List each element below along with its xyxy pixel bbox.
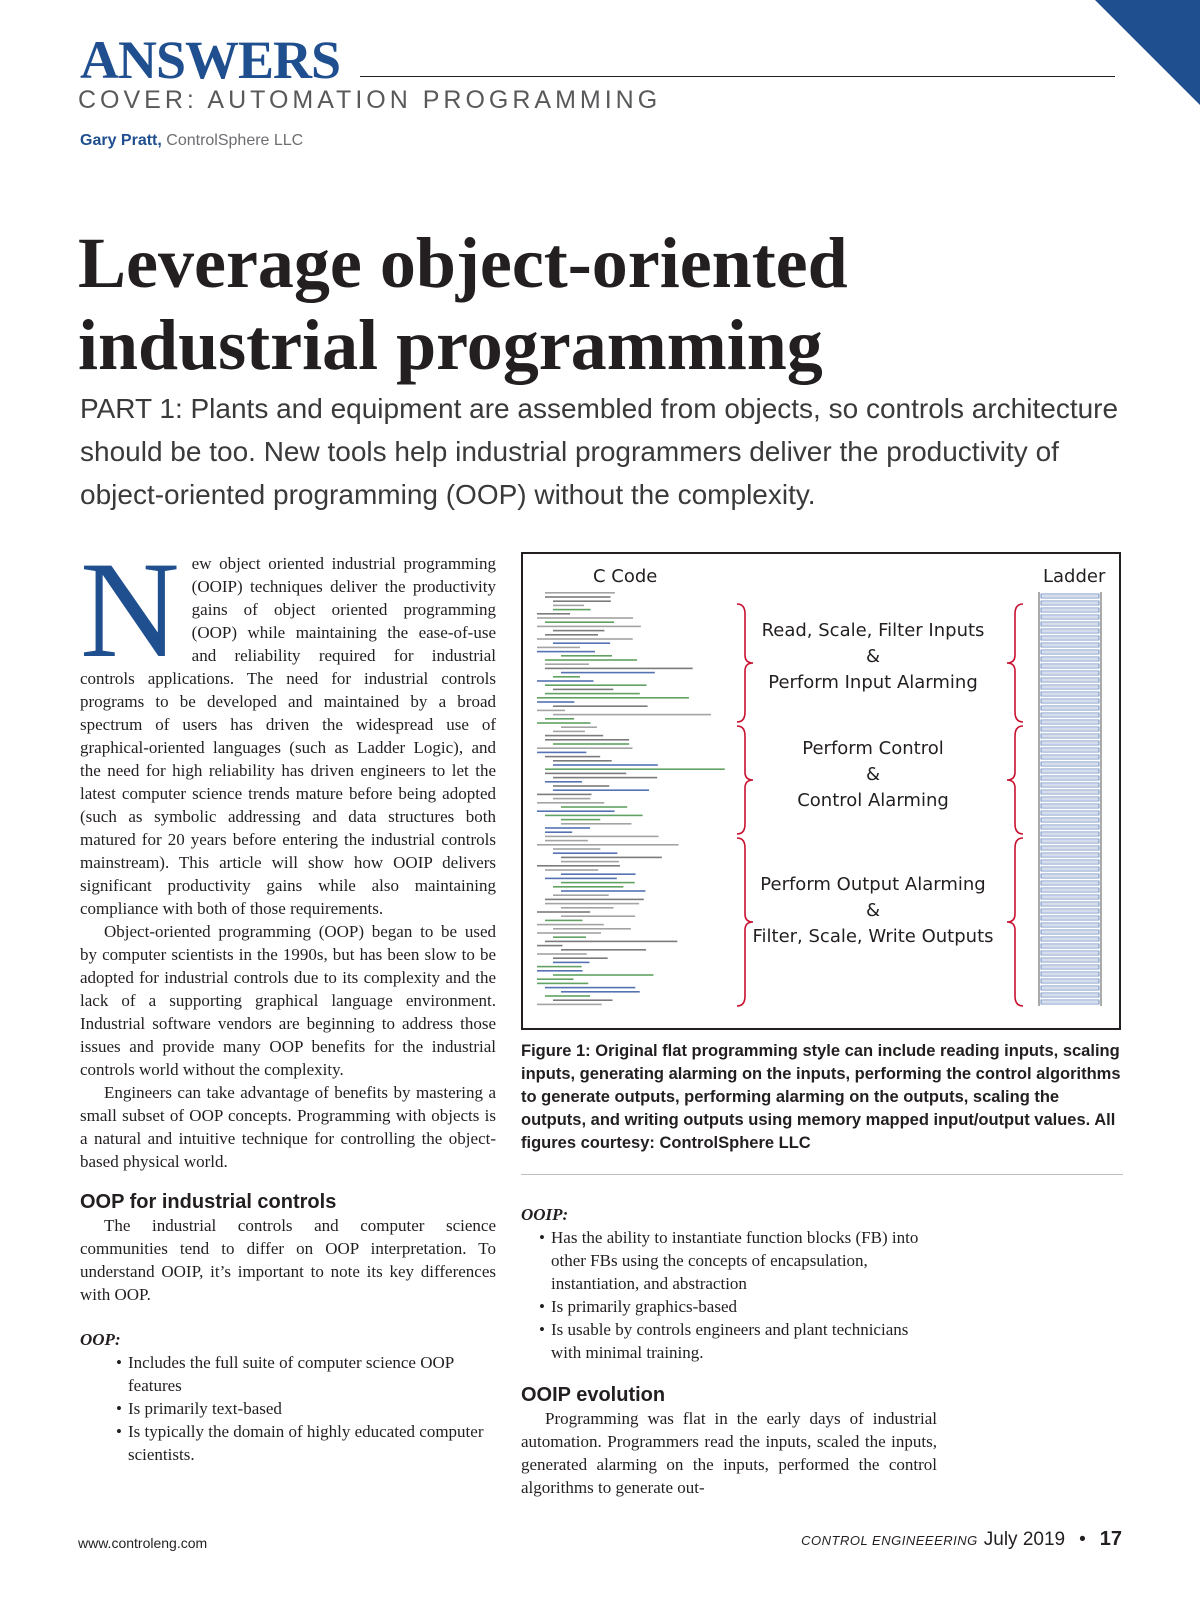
ooip-label: OOIP: — [521, 1205, 569, 1224]
code-line — [537, 752, 586, 754]
code-line — [553, 764, 658, 766]
code-line — [545, 735, 603, 737]
code-line — [553, 852, 617, 854]
code-line — [553, 630, 604, 632]
code-line — [537, 651, 595, 653]
issue-date: July 2019 — [983, 1529, 1066, 1550]
corner-accent — [1095, 0, 1200, 105]
title-line-1: Leverage object-oriented — [78, 223, 848, 303]
footer-website: www.controleng.com — [78, 1535, 208, 1551]
code-line — [545, 815, 643, 817]
list-item: • Has the ability to instantiate function blocks (FB) into other FBs using the concepts of encapsulation, instantiation, and abstraction — [539, 1226, 937, 1295]
code-line — [537, 626, 641, 628]
oop-label: OOP: — [80, 1330, 121, 1349]
group-line: Read, Scale, Filter Inputs — [761, 620, 985, 641]
group-line: Control Alarming — [797, 790, 949, 811]
code-line — [553, 705, 648, 707]
code-line — [545, 659, 637, 661]
code-line — [537, 953, 587, 955]
paragraph-3: Engineers can take advantage of benefits by mastering a small subset of OOP concepts. Programming with objects is a natural and intuitive technique for controlling the object-based physical world. — [80, 1083, 496, 1171]
code-line — [553, 609, 591, 611]
code-line — [545, 684, 647, 686]
author-name: Gary Pratt, — [80, 132, 162, 149]
c-code-label: C Code — [593, 566, 658, 587]
code-line — [553, 974, 653, 976]
code-line — [545, 773, 626, 775]
code-line — [545, 899, 644, 901]
code-line — [553, 743, 629, 745]
oop-list — [80, 1351, 496, 1466]
subhead-oop-industrial: OOP for industrial controls — [80, 1191, 337, 1213]
code-line — [561, 991, 640, 993]
figure-group-control — [728, 736, 1018, 814]
code-line — [537, 802, 604, 804]
group-line: Perform Control — [802, 738, 944, 759]
code-line — [553, 848, 600, 850]
header-rule — [360, 76, 1115, 77]
code-line — [553, 777, 657, 779]
list-item: • Is primarily graphics-based — [539, 1295, 937, 1318]
figure-caption: Figure 1: Original flat programming style can include reading inputs, scaling inputs, generating alarming on the inputs, performing the control algorithms to generate outputs, performing alarming on the outputs, scaling the outputs, and writing outputs using memory mapped input/output values. All figures courtesy: ControlSphere LLC — [521, 1042, 1121, 1152]
code-line — [561, 655, 612, 657]
code-line — [545, 781, 582, 783]
code-line — [537, 794, 592, 796]
code-line — [537, 722, 590, 724]
title-line-2: industrial programming — [78, 305, 823, 385]
code-line — [537, 945, 562, 947]
code-line — [545, 668, 693, 670]
group-line: Perform Input Alarming — [768, 672, 978, 693]
caption-rule — [521, 1174, 1123, 1175]
code-line — [545, 827, 590, 829]
code-line — [545, 836, 659, 838]
code-line — [561, 806, 627, 808]
code-line — [537, 924, 604, 926]
list-item: • Is primarily text-based — [116, 1397, 496, 1420]
code-line — [537, 617, 633, 619]
subhead-ooip-evolution: OOIP evolution — [521, 1384, 666, 1406]
code-line — [553, 789, 649, 791]
code-line — [553, 928, 631, 930]
code-line — [561, 726, 597, 728]
code-line — [545, 987, 635, 989]
author-company: ControlSphere LLC — [166, 132, 304, 149]
paragraph-1 — [80, 533, 496, 920]
paragraph-5: Programming was flat in the early days of industrial automation. Programmers read the inputs, scaled the inputs, generated alarming on the inputs, performed the control algorithms to generate out- — [521, 1409, 937, 1497]
code-line — [553, 962, 589, 964]
code-line — [553, 642, 610, 644]
code-line — [561, 949, 646, 951]
code-line — [553, 894, 609, 896]
code-line — [553, 714, 711, 716]
figure-1 — [521, 552, 1121, 1030]
code-line — [537, 911, 590, 913]
section-title: COVER: AUTOMATION PROGRAMMING — [78, 86, 662, 114]
code-line — [537, 638, 633, 640]
left-column — [80, 533, 496, 1466]
code-line — [537, 970, 583, 972]
code-line — [545, 756, 600, 758]
section-kicker: ANSWERS — [80, 30, 341, 90]
code-line — [545, 869, 598, 871]
code-line — [561, 915, 635, 917]
code-line — [553, 605, 584, 607]
code-line — [545, 903, 639, 905]
code-line — [537, 810, 615, 812]
code-line — [537, 710, 565, 712]
code-line — [553, 676, 580, 678]
group-amp: & — [865, 646, 881, 667]
code-line — [553, 886, 623, 888]
code-line — [537, 865, 620, 867]
code-line — [537, 1004, 602, 1006]
code-line — [545, 634, 598, 636]
code-line — [553, 760, 612, 762]
list-item: • Is usable by controls engineers and plant technicians with minimal training. — [539, 1318, 937, 1364]
ladder-label: Ladder — [1043, 566, 1106, 587]
code-line — [545, 739, 629, 741]
byline — [80, 132, 303, 150]
page-number: 17 — [1099, 1528, 1122, 1550]
group-amp: & — [865, 900, 881, 921]
code-line — [545, 693, 640, 695]
code-line — [553, 600, 611, 602]
code-line — [537, 844, 679, 846]
code-line — [537, 966, 582, 968]
code-line — [561, 819, 600, 821]
code-line — [553, 731, 585, 733]
figure-group-output — [728, 872, 1018, 950]
folio-bullet: • — [1079, 1529, 1086, 1550]
code-line — [553, 689, 613, 691]
code-line — [545, 831, 572, 833]
list-item: • Is typically the domain of highly educated computer scientists. — [116, 1420, 496, 1466]
code-line — [553, 936, 586, 938]
paragraph-4: The industrial controls and computer science communities tend to differ on OOP interpretation. To understand OOIP, it’s important to note its key differences with OOP. — [80, 1216, 496, 1304]
group-amp: & — [865, 764, 881, 785]
code-line — [553, 798, 590, 800]
code-line — [537, 697, 689, 699]
code-line — [561, 672, 655, 674]
code-line — [561, 873, 636, 875]
code-line — [545, 878, 617, 880]
list-item: • Includes the full suite of computer science OOP features — [116, 1351, 496, 1397]
code-line — [561, 890, 645, 892]
ooip-list — [521, 1226, 937, 1364]
code-line — [537, 647, 580, 649]
right-column — [521, 1203, 937, 1499]
magazine-name: CONTROL ENGINEEERING — [801, 1533, 978, 1548]
code-line — [545, 592, 615, 594]
code-line — [537, 680, 593, 682]
code-line — [545, 920, 583, 922]
code-line — [561, 882, 635, 884]
code-line — [545, 995, 590, 997]
code-line — [545, 941, 677, 943]
code-line — [545, 596, 611, 598]
code-line — [545, 621, 614, 623]
code-line — [545, 840, 588, 842]
code-line — [561, 857, 662, 859]
code-line — [561, 907, 614, 909]
figure-group-input — [728, 618, 1018, 696]
group-line: Perform Output Alarming — [760, 874, 986, 895]
code-line — [553, 999, 613, 1001]
footer-folio — [801, 1528, 1122, 1551]
code-line — [545, 768, 725, 770]
code-line — [553, 957, 608, 959]
group-line: Filter, Scale, Write Outputs — [752, 926, 994, 947]
code-line — [537, 932, 601, 934]
paragraph-2: Object-oriented programming (OOP) began to be used by computer scientists in the 1990s, but has been slow to be adopted for industrial controls due to its complexity and the lack of a supporting graphical language environment. Industrial software vendors are beginning to address those issues and provide many OOP benefits for the industrial controls world without the complexity. — [80, 922, 496, 1079]
article-title — [78, 222, 1138, 386]
paragraph-1-text: ew object oriented industrial programming (OOIP) techniques deliver the productivity gains of object oriented programming (OOP) while maintaining the ease-of-use and reliability required for industrial controls applications. The need for industrial controls programs to be developed and maintained by a broad spectrum of users has driven the widespread use of graphical-oriented languages (such as Ladder Logic), and the need for high reliability has driven engineers to let the latest computer science trends mature before being adopted (such as symbolic addressing and data structures both matured for 20 years before entering the industrial controls mainstream). This article will show how OOIP delivers significant productivity gains while also maintaining compliance with both of those requirements. — [80, 554, 496, 918]
code-line — [545, 663, 589, 665]
code-line — [561, 861, 619, 863]
code-line — [537, 978, 574, 980]
code-line — [537, 747, 632, 749]
code-line — [537, 983, 588, 985]
code-line — [537, 613, 570, 615]
code-line — [537, 701, 574, 703]
article-deck: PART 1: Plants and equipment are assembled from objects, so controls architecture should be too. New tools help industrial programmers deliver the productivity of object-oriented programming (OOP) without the complexity. — [80, 393, 1119, 510]
code-line — [545, 718, 574, 720]
drop-cap: N — [80, 533, 180, 686]
code-line — [553, 785, 609, 787]
code-line — [561, 823, 631, 825]
